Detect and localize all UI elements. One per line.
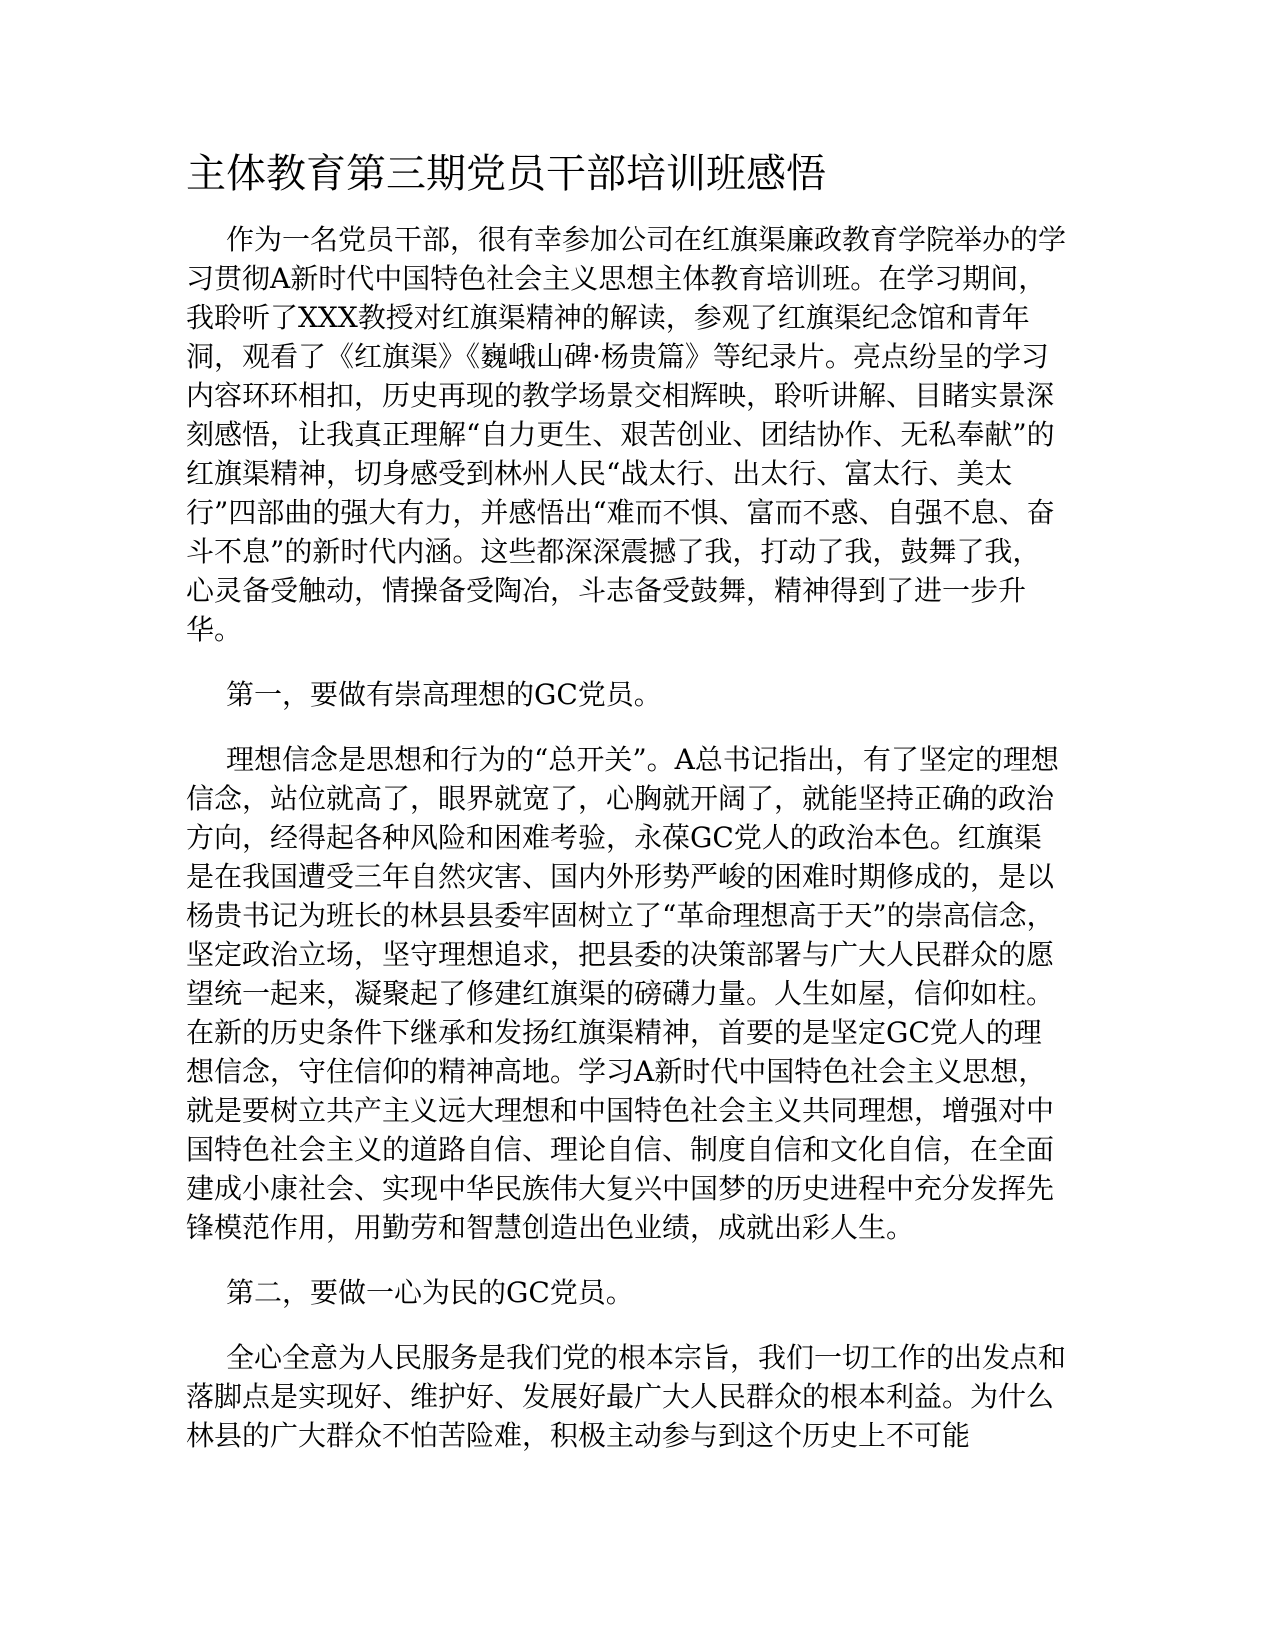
paragraph-serve-people: 全心全意为人民服务是我们党的根本宗旨，我们一切工作的出发点和落脚点是实现好、维护好、发展好最广大人民群众的根本利益。为什么林县的广大群众不怕苦险难，积极主动参与到这个历史上不可能 xyxy=(186,1341,1067,1452)
paragraph-intro: 作为一名党员干部，很有幸参加公司在红旗渠廉政教育学院举办的学习贯彻A新时代中国特色社会主义思想主体教育培训班。在学习期间，我聆听了XXX教授对红旗渠精神的解读，参观了红旗渠纪念馆和青年洞，观看了《红旗渠》《巍峨山碑·杨贵篇》等纪录片。亮点纷呈的学习内容环环相扣，历史再现的教学场景交相辉映，聆听讲解、目睹实景深刻感悟，让我真正理解“自力更生、艰苦创业、团结协作、无私奉献”的红旗渠精神，切身感受到林州人民“战太行、出太行、富太行、美太行”四部曲的强大有力，并感悟出“难而不惧、富而不惑、自强不息、奋斗不息”的新时代内涵。这些都深深震撼了我，打动了我，鼓舞了我，心灵备受触动，情操备受陶冶，斗志备受鼓舞，精神得到了进一步升华。 xyxy=(186,223,1067,646)
section-heading-first: 第一，要做有崇高理想的GC党员。 xyxy=(226,678,662,711)
document-title: 主体教育第三期党员干部培训班感悟 xyxy=(186,151,826,197)
document-body xyxy=(186,148,1066,1481)
section-heading-second: 第二，要做一心为民的GC党员。 xyxy=(226,1276,634,1309)
paragraph-ideals: 理想信念是思想和行为的“总开关”。A总书记指出，有了坚定的理想信念，站位就高了，眼界就宽了，心胸就开阔了，就能坚持正确的政治方向，经得起各种风险和困难考验，永葆GC党人的政治本色。红旗渠是在我国遭受三年自然灾害、国内外形势严峻的困难时期修成的，是以杨贵书记为班长的林县县委牢固树立了“革命理想高于天”的崇高信念，坚定政治立场，坚守理想追求，把县委的决策部署与广大人民群众的愿望统一起来，凝聚起了修建红旗渠的磅礴力量。人生如屋，信仰如柱。在新的历史条件下继承和发扬红旗渠精神，首要的是坚定GC党人的理想信念，守住信仰的精神高地。学习A新时代中国特色社会主义思想，就是要树立共产主义远大理想和中国特色社会主义共同理想，增强对中国特色社会主义的道路自信、理论自信、制度自信和文化自信，在全面建成小康社会、实现中华民族伟大复兴中国梦的历史进程中充分发挥先锋模范作用，用勤劳和智慧创造出色业绩，成就出彩人生。 xyxy=(186,743,1059,1244)
